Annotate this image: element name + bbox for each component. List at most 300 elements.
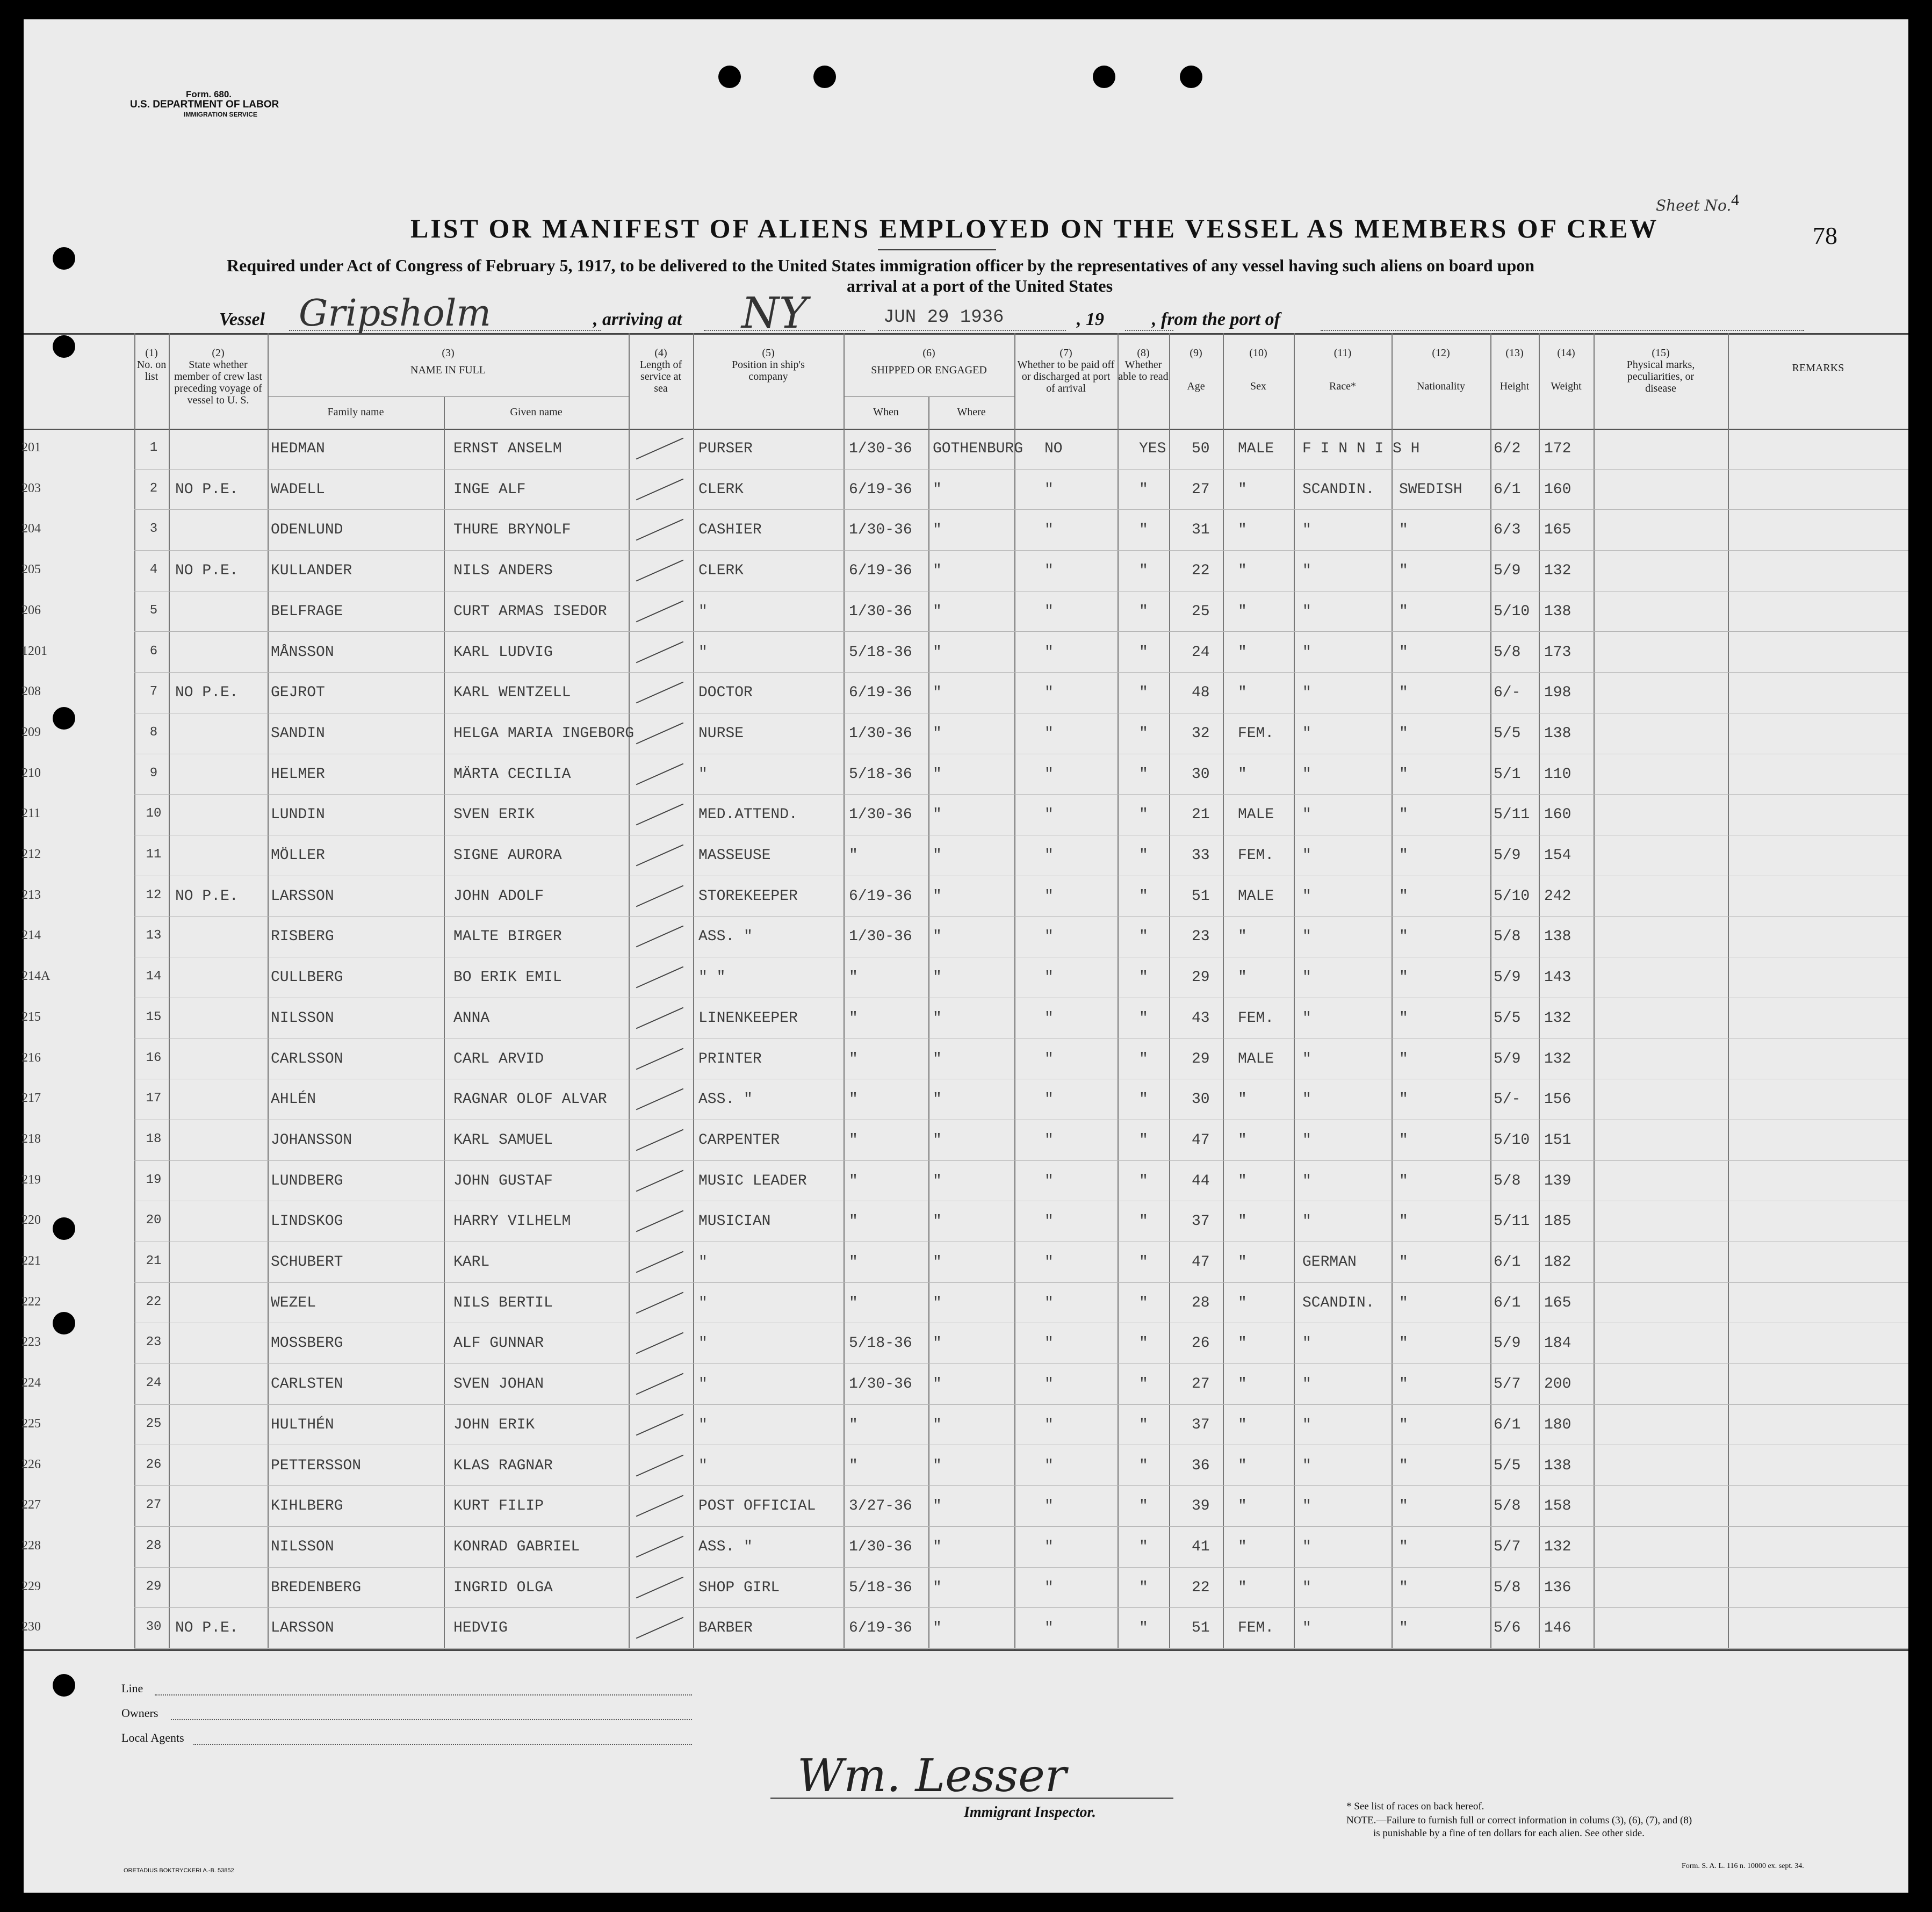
- shipped-when: ": [849, 847, 858, 864]
- col-num: (15): [1652, 347, 1670, 359]
- from-port-label: , from the port of: [1152, 309, 1280, 329]
- sex: ": [1238, 1538, 1247, 1555]
- col-label: Whether to be paid off or discharged at port of arrival: [1017, 359, 1115, 394]
- shipped-when: 3/27-36: [849, 1498, 912, 1515]
- service-length-tick: [636, 763, 684, 785]
- table-row: [21, 957, 1908, 998]
- col-header: [1169, 347, 1223, 392]
- margin-number: 229: [21, 1579, 41, 1593]
- shipped-where: ": [933, 1335, 942, 1352]
- shipped-when: 1/30-36: [849, 603, 912, 620]
- age: 43: [1192, 1009, 1210, 1027]
- paid-off: ": [1044, 1294, 1054, 1311]
- shipped-when: 6/19-36: [849, 888, 912, 905]
- race: ": [1302, 928, 1311, 946]
- col-header: [1118, 347, 1169, 383]
- col-num: (6): [922, 347, 935, 359]
- shipped-when: ": [849, 1254, 858, 1271]
- height: 5/9: [1494, 969, 1521, 986]
- nationality: ": [1399, 1579, 1408, 1596]
- shipped-where: ": [933, 562, 942, 580]
- table-row: [21, 876, 1908, 917]
- col-header: [629, 347, 693, 394]
- col-subheader-where: Where: [957, 406, 986, 418]
- given-name: MALTE BIRGER: [453, 928, 562, 946]
- col-label: Nationality: [1417, 380, 1465, 392]
- able-to-read: ": [1139, 1335, 1148, 1352]
- weight: 184: [1544, 1335, 1571, 1352]
- family-name: MOSSBERG: [271, 1335, 343, 1352]
- paid-off: ": [1044, 1091, 1054, 1108]
- nationality: ": [1399, 684, 1408, 702]
- department-name: U.S. DEPARTMENT OF LABOR: [130, 99, 279, 110]
- sex: ": [1238, 1579, 1247, 1596]
- race: ": [1302, 1335, 1311, 1352]
- age: 47: [1192, 1254, 1210, 1271]
- previous-voyage: NO P.E.: [175, 888, 239, 905]
- given-name: ANNA: [453, 1009, 490, 1027]
- manifest-sheet: [21, 19, 1908, 1893]
- margin-number: 206: [21, 603, 41, 617]
- col-label: Position in ship's company: [732, 359, 805, 383]
- family-name: SCHUBERT: [271, 1254, 343, 1271]
- able-to-read: ": [1139, 928, 1148, 946]
- agents-fill-line: [193, 1744, 692, 1745]
- col-num: (5): [762, 347, 775, 359]
- nationality: ": [1399, 1050, 1408, 1067]
- col-num: (13): [1505, 347, 1524, 359]
- table-row: [21, 1527, 1908, 1568]
- age: 44: [1192, 1172, 1210, 1189]
- shipped-when: ": [849, 969, 858, 986]
- sheet-label: Sheet No.: [1656, 197, 1732, 214]
- weight: 182: [1544, 1254, 1571, 1271]
- race: ": [1302, 1579, 1311, 1596]
- sex: ": [1238, 1091, 1247, 1108]
- position: ": [698, 644, 708, 661]
- table-row: [21, 1039, 1908, 1080]
- given-name: JOHN GUSTAF: [453, 1172, 553, 1189]
- col-label: Weight: [1551, 380, 1582, 392]
- given-name: NILS ANDERS: [453, 562, 553, 580]
- race: ": [1302, 603, 1311, 620]
- races-note: * See list of races on back hereof.: [1346, 1801, 1484, 1812]
- able-to-read: ": [1139, 1131, 1148, 1149]
- table-row: [21, 1323, 1908, 1364]
- table-row: [21, 1405, 1908, 1446]
- given-name: SVEN ERIK: [453, 806, 535, 824]
- age: 37: [1192, 1416, 1210, 1433]
- position: ": [698, 766, 708, 783]
- height: 5/1: [1494, 766, 1521, 783]
- given-name: ERNST ANSELM: [453, 441, 562, 457]
- col-header: [1392, 347, 1490, 392]
- nationality: ": [1399, 969, 1408, 986]
- col-header: [1294, 347, 1392, 392]
- given-name: SIGNE AURORA: [453, 847, 562, 864]
- position: MED.ATTEND.: [698, 806, 798, 824]
- able-to-read: ": [1139, 644, 1148, 661]
- table-row: [21, 1608, 1908, 1649]
- nationality: ": [1399, 725, 1408, 742]
- weight: 132: [1544, 1538, 1571, 1555]
- race: ": [1302, 684, 1311, 702]
- document-subtitle-2: arrival at a port of the United States: [847, 276, 1113, 295]
- local-agents-label: Local Agents: [121, 1731, 184, 1744]
- col-label: Length of service at sea: [639, 359, 682, 394]
- given-name: HELGA MARIA INGEBORG: [453, 725, 635, 742]
- table-row: [21, 754, 1908, 795]
- height: 5/5: [1494, 725, 1521, 742]
- height: 5/9: [1494, 562, 1521, 580]
- age: 28: [1192, 1294, 1210, 1311]
- race: SCANDIN.: [1302, 1294, 1375, 1311]
- height: 5/11: [1494, 1213, 1530, 1230]
- weight: 172: [1544, 441, 1571, 457]
- row-number: 25: [146, 1416, 162, 1431]
- punch-hole: [53, 1674, 75, 1697]
- family-name: MÖLLER: [271, 847, 325, 864]
- height: 5/9: [1494, 1335, 1521, 1352]
- family-name: NILSSON: [271, 1538, 334, 1555]
- age: 29: [1192, 969, 1210, 986]
- table-row: [21, 917, 1908, 957]
- height: 5/5: [1494, 1009, 1521, 1027]
- service-length-tick: [636, 1454, 684, 1476]
- able-to-read: ": [1139, 969, 1148, 986]
- page-stamp: 78: [1813, 222, 1837, 249]
- race: ": [1302, 1172, 1311, 1189]
- line-fill-line: [155, 1694, 692, 1695]
- paid-off: ": [1044, 1376, 1054, 1393]
- row-number: 13: [146, 928, 162, 943]
- paid-off: ": [1044, 562, 1054, 580]
- row-number: 17: [146, 1091, 162, 1106]
- from-port-fill-line: [1321, 330, 1804, 331]
- height: 6/1: [1494, 1254, 1521, 1271]
- arriving-label: , arriving at: [593, 309, 682, 329]
- margin-number: 230: [21, 1620, 41, 1634]
- age: 21: [1192, 806, 1210, 824]
- able-to-read: ": [1139, 522, 1148, 539]
- row-number: 8: [149, 725, 158, 740]
- service-length-tick: [636, 1129, 684, 1151]
- penalty-note-1: NOTE.—Failure to furnish full or correct information in colums (3), (6), (7), and (8): [1346, 1815, 1692, 1826]
- family-name: WADELL: [271, 481, 325, 498]
- col-label: Sex: [1250, 380, 1266, 392]
- name-subheader-rule: [268, 396, 629, 397]
- height: 5/7: [1494, 1538, 1521, 1555]
- date-stamp: JUN 29 1936: [883, 307, 1004, 328]
- col-label: SHIPPED OR ENGAGED: [871, 364, 987, 376]
- age: 51: [1192, 888, 1210, 905]
- shipped-when: 6/19-36: [849, 562, 912, 580]
- margin-number: 228: [21, 1538, 41, 1553]
- race: ": [1302, 1538, 1311, 1555]
- sex: ": [1238, 1376, 1247, 1393]
- sex: ": [1238, 1131, 1247, 1149]
- margin-number: 205: [21, 562, 41, 577]
- height: 5/8: [1494, 644, 1521, 661]
- margin-number: 222: [21, 1294, 41, 1309]
- row-number: 28: [146, 1538, 162, 1553]
- race: ": [1302, 847, 1311, 864]
- sex: ": [1238, 1335, 1247, 1352]
- position: ": [698, 1294, 708, 1311]
- given-name: KURT FILIP: [453, 1498, 544, 1515]
- service-length-tick: [636, 926, 684, 948]
- sex: FEM.: [1238, 847, 1274, 864]
- table-row: [21, 713, 1908, 754]
- family-name: LINDSKOG: [271, 1213, 343, 1230]
- family-name: CARLSSON: [271, 1050, 343, 1067]
- vessel-label: Vessel: [219, 309, 265, 329]
- col-header: [1223, 347, 1294, 392]
- shipped-when: 1/30-36: [849, 1538, 912, 1555]
- nationality: ": [1399, 1457, 1408, 1474]
- family-name: HEDMAN: [271, 441, 325, 457]
- col-label: No. on list: [136, 359, 167, 383]
- nationality: ": [1399, 1131, 1408, 1149]
- shipped-when: ": [849, 1131, 858, 1149]
- paid-off: ": [1044, 1335, 1054, 1352]
- paid-off: ": [1044, 1579, 1054, 1596]
- service-length-tick: [636, 641, 684, 663]
- shipped-where: ": [933, 766, 942, 783]
- shipped-where: ": [933, 1009, 942, 1027]
- age: 25: [1192, 603, 1210, 620]
- shipped-when: 6/19-36: [849, 481, 912, 498]
- given-name: KONRAD GABRIEL: [453, 1538, 580, 1555]
- shipped-when: ": [849, 1009, 858, 1027]
- sex: ": [1238, 562, 1247, 580]
- height: 6/3: [1494, 522, 1521, 539]
- previous-voyage: NO P.E.: [175, 562, 239, 580]
- sex: ": [1238, 684, 1247, 702]
- able-to-read: ": [1139, 1009, 1148, 1027]
- position: LINENKEEPER: [698, 1009, 798, 1027]
- given-name: KARL WENTZELL: [453, 684, 571, 702]
- able-to-read: ": [1139, 1091, 1148, 1108]
- col-header: [693, 347, 844, 383]
- form-code: Form. S. A. L. 116 n. 10000 ex. sept. 34.: [1682, 1862, 1804, 1870]
- col-header: [1728, 347, 1908, 374]
- margin-number: 225: [21, 1416, 41, 1431]
- height: 5/9: [1494, 1050, 1521, 1067]
- row-number: 15: [146, 1009, 162, 1024]
- family-name: SANDIN: [271, 725, 325, 742]
- height: 5/6: [1494, 1620, 1521, 1637]
- age: 31: [1192, 522, 1210, 539]
- col-label: NAME IN FULL: [410, 364, 486, 376]
- position: ": [698, 1457, 708, 1474]
- paid-off: ": [1044, 1416, 1054, 1433]
- col-num: (14): [1557, 347, 1575, 359]
- age: 24: [1192, 644, 1210, 661]
- shipped-when: 5/18-36: [849, 766, 912, 783]
- margin-number: 208: [21, 684, 41, 699]
- row-number: 6: [149, 644, 158, 659]
- family-name: LARSSON: [271, 888, 334, 905]
- position: STOREKEEPER: [698, 888, 798, 905]
- signature-line: [770, 1798, 1173, 1799]
- shipped-where: ": [933, 1213, 942, 1230]
- able-to-read: ": [1139, 888, 1148, 905]
- row-number: 4: [149, 562, 158, 578]
- shipped-when: 5/18-36: [849, 1579, 912, 1596]
- height: 5/10: [1494, 603, 1530, 620]
- paid-off: ": [1044, 522, 1054, 539]
- height: 6/1: [1494, 481, 1521, 498]
- weight: 138: [1544, 725, 1571, 742]
- position: ASS. ": [698, 1091, 753, 1108]
- able-to-read: ": [1139, 481, 1148, 498]
- paid-off: ": [1044, 766, 1054, 783]
- age: 30: [1192, 766, 1210, 783]
- shipped-when: ": [849, 1091, 858, 1108]
- row-number: 9: [149, 766, 158, 781]
- family-name: HELMER: [271, 766, 325, 783]
- family-name: BELFRAGE: [271, 603, 343, 620]
- position: MASSEUSE: [698, 847, 771, 864]
- given-name: KARL SAMUEL: [453, 1131, 553, 1149]
- col-num: (12): [1432, 347, 1450, 359]
- shipped-where: ": [933, 1131, 942, 1149]
- service-length-tick: [636, 804, 684, 826]
- race: ": [1302, 888, 1311, 905]
- col-num: (2): [212, 347, 225, 359]
- col-label: REMARKS: [1792, 362, 1844, 374]
- race: ": [1302, 1009, 1311, 1027]
- family-name: PETTERSSON: [271, 1457, 362, 1474]
- age: 32: [1192, 725, 1210, 742]
- weight: 138: [1544, 928, 1571, 946]
- punch-hole: [718, 66, 741, 88]
- form-number: Form. 680.: [186, 89, 232, 99]
- col-label: Physical marks, peculiarities, or disease: [1626, 359, 1695, 394]
- weight: 180: [1544, 1416, 1571, 1433]
- nationality: ": [1399, 1335, 1408, 1352]
- shipped-when: 1/30-36: [849, 522, 912, 539]
- position: ASS. ": [698, 928, 753, 946]
- shipped-when: 5/18-36: [849, 1335, 912, 1352]
- margin-number: 214: [21, 928, 41, 943]
- given-name: HEDVIG: [453, 1620, 508, 1637]
- sex: ": [1238, 1416, 1247, 1433]
- row-number: 26: [146, 1457, 162, 1472]
- able-to-read: ": [1139, 1538, 1148, 1555]
- position: MUSICIAN: [698, 1213, 771, 1230]
- shipped-where: ": [933, 1620, 942, 1637]
- able-to-read: ": [1139, 847, 1148, 864]
- shipped-where: ": [933, 1172, 942, 1189]
- paid-off: ": [1044, 1213, 1054, 1230]
- given-name: KLAS RAGNAR: [453, 1457, 553, 1474]
- age: 50: [1192, 441, 1210, 457]
- table-row: [21, 1486, 1908, 1527]
- weight: 143: [1544, 969, 1571, 986]
- paid-off: ": [1044, 888, 1054, 905]
- row-number: 24: [146, 1376, 162, 1391]
- nationality: ": [1399, 522, 1408, 539]
- margin-number: 217: [21, 1091, 41, 1106]
- table-row: [21, 1079, 1908, 1120]
- punch-hole: [53, 335, 75, 358]
- line-label: Line: [121, 1682, 143, 1695]
- shipped-when: ": [849, 1416, 858, 1433]
- nationality: ": [1399, 1538, 1408, 1555]
- shipped-when: 1/30-36: [849, 725, 912, 742]
- sex: MALE: [1238, 806, 1274, 824]
- given-name: HARRY VILHELM: [453, 1213, 571, 1230]
- height: 5/8: [1494, 1172, 1521, 1189]
- position: ": [698, 1335, 708, 1352]
- row-number: 20: [146, 1213, 162, 1228]
- table-top-rule: [24, 333, 1908, 335]
- service-length-tick: [636, 1048, 684, 1070]
- document-title: LIST OR MANIFEST OF ALIENS EMPLOYED ON THE VESSEL AS MEMBERS OF CREW: [410, 213, 1659, 243]
- margin-number: 212: [21, 847, 41, 861]
- given-name: THURE BRYNOLF: [453, 522, 571, 539]
- able-to-read: YES: [1139, 441, 1166, 457]
- able-to-read: ": [1139, 1416, 1148, 1433]
- weight: 156: [1544, 1091, 1571, 1108]
- table-row: [21, 835, 1908, 876]
- col-num: (8): [1137, 347, 1150, 359]
- col-header: [268, 347, 629, 376]
- vessel-name: Gripsholm: [299, 292, 491, 335]
- shipped-when: 5/18-36: [849, 644, 912, 661]
- height: 5/7: [1494, 1376, 1521, 1393]
- able-to-read: ": [1139, 1254, 1148, 1271]
- shipped-where: ": [933, 1538, 942, 1555]
- col-label: Height: [1500, 380, 1530, 392]
- given-name: CARL ARVID: [453, 1050, 544, 1067]
- shipped-where: ": [933, 1376, 942, 1393]
- nationality: SWEDISH: [1399, 481, 1462, 498]
- table-row: [21, 1201, 1908, 1242]
- height: 5/5: [1494, 1457, 1521, 1474]
- col-num: (3): [442, 347, 455, 359]
- height: 5/8: [1494, 1579, 1521, 1596]
- position: PURSER: [698, 441, 753, 457]
- col-header: [1017, 347, 1115, 394]
- paid-off: ": [1044, 644, 1054, 661]
- age: 27: [1192, 1376, 1210, 1393]
- row-rule: [134, 1648, 1908, 1649]
- family-name: WEZEL: [271, 1294, 316, 1311]
- table-row: [21, 1283, 1908, 1324]
- punch-hole: [53, 247, 75, 270]
- shipped-when: ": [849, 1172, 858, 1189]
- paid-off: ": [1044, 1538, 1054, 1555]
- shipped-when: 6/19-36: [849, 1620, 912, 1637]
- col-num: (10): [1249, 347, 1267, 359]
- position: BARBER: [698, 1620, 753, 1637]
- family-name: ODENLUND: [271, 522, 343, 539]
- arriving-port: NY: [741, 288, 808, 338]
- shipped-where: ": [933, 644, 942, 661]
- weight: 154: [1544, 847, 1571, 864]
- shipped-when: 1/30-36: [849, 928, 912, 946]
- race: ": [1302, 1131, 1311, 1149]
- shipped-where: ": [933, 1579, 942, 1596]
- race: ": [1302, 562, 1311, 580]
- owners-label: Owners: [121, 1706, 158, 1720]
- given-name: MÄRTA CECILIA: [453, 766, 571, 783]
- table-row: [21, 1568, 1908, 1608]
- col-label: State whether member of crew last preceding voyage of vessel to U. S.: [174, 359, 262, 406]
